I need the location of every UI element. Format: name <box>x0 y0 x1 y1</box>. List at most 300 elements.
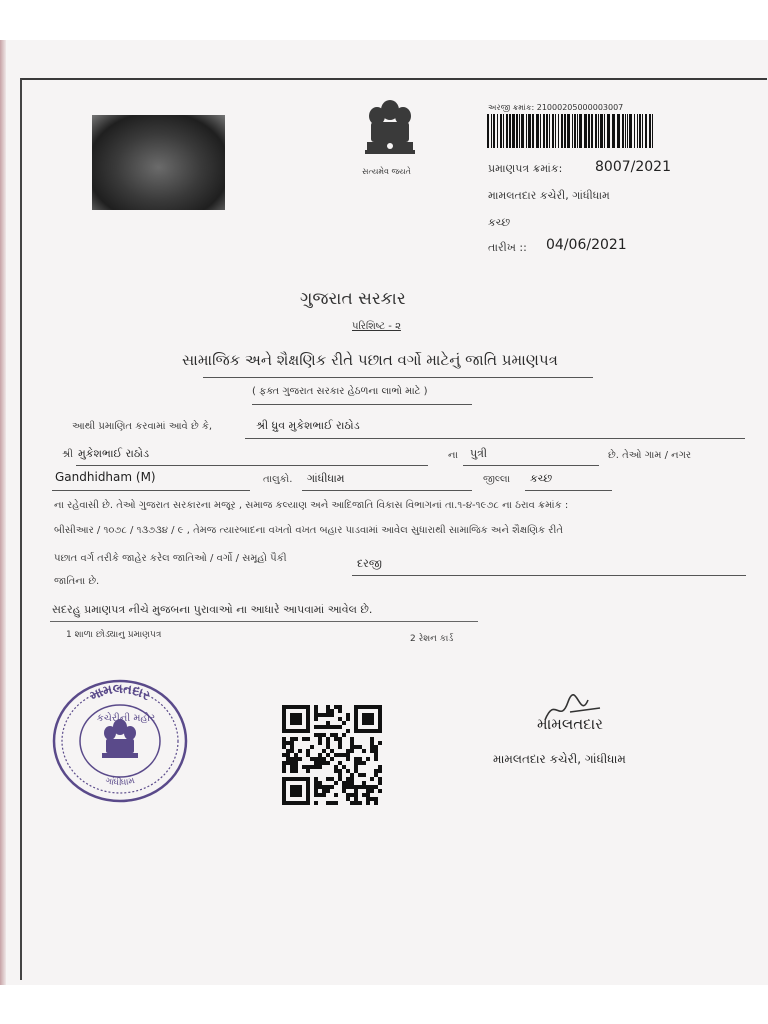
qr-module <box>350 749 354 753</box>
qr-module <box>322 789 326 793</box>
barcode-bar <box>645 114 647 148</box>
qr-module <box>326 761 330 765</box>
applicant-name: શ્રી ધ્રુવ મુકેશભાઈ રાઠોડ <box>256 419 360 432</box>
qr-module <box>294 777 298 781</box>
qr-module <box>302 737 306 741</box>
qr-module <box>338 741 342 745</box>
qr-module <box>378 729 382 733</box>
qr-module <box>358 773 362 777</box>
qr-module <box>326 725 330 729</box>
qr-module <box>306 793 310 797</box>
qr-module <box>282 769 286 773</box>
qr-module <box>282 781 286 785</box>
qr-module <box>306 709 310 713</box>
note-underline <box>252 404 472 405</box>
qr-module <box>334 725 338 729</box>
barcode-bar <box>493 114 495 148</box>
scan-margin-top <box>0 0 768 40</box>
fill-line <box>302 490 472 491</box>
barcode-bar <box>642 114 643 148</box>
qr-module <box>282 705 286 709</box>
barcode-bar <box>629 114 632 148</box>
qr-module <box>298 777 302 781</box>
qr-module <box>298 721 302 725</box>
qr-module <box>338 761 342 765</box>
qr-module <box>338 709 342 713</box>
qr-module <box>370 721 374 725</box>
seal-emblem-icon <box>102 719 138 758</box>
qr-module <box>282 785 286 789</box>
qr-module <box>334 705 338 709</box>
qr-module <box>306 789 310 793</box>
qr-module <box>314 733 318 737</box>
qr-module <box>346 757 350 761</box>
qr-module <box>318 793 322 797</box>
qr-module <box>338 717 342 721</box>
paragraph-line-3: પછાત વર્ગ તરીકે જાહેર કરેલ જાતિઓ / વર્ગો / સમૂહો પૈકી <box>54 553 287 564</box>
qr-module <box>326 741 330 745</box>
certificate-number-label: પ્રમાણપત્ર ક્રમાંક: <box>488 162 563 175</box>
na-word: ના <box>448 450 458 461</box>
qr-module <box>302 801 306 805</box>
fill-line <box>52 490 250 491</box>
barcode-bar <box>637 114 638 148</box>
qr-module <box>294 721 298 725</box>
qr-module <box>378 713 382 717</box>
qr-module <box>354 705 358 709</box>
qr-module <box>378 709 382 713</box>
qr-module <box>370 745 374 749</box>
qr-module <box>314 713 318 717</box>
qr-module <box>350 773 354 777</box>
qr-module <box>346 713 350 717</box>
qr-module <box>354 717 358 721</box>
barcode-bar <box>552 114 554 148</box>
qr-module <box>298 785 302 789</box>
qr-module <box>326 737 330 741</box>
qr-module <box>346 753 350 757</box>
qr-module <box>358 705 362 709</box>
qr-module <box>298 757 302 761</box>
qr-module <box>354 725 358 729</box>
qr-module <box>282 753 286 757</box>
qr-module <box>370 729 374 733</box>
qr-module <box>330 709 334 713</box>
qr-module <box>298 789 302 793</box>
qr-module <box>342 781 346 785</box>
qr-module <box>338 769 342 773</box>
qr-module <box>378 777 382 781</box>
government-title: ગુજરાત સરકાર <box>300 289 406 309</box>
barcode-bar <box>564 114 566 148</box>
qr-module <box>322 713 326 717</box>
qr-module <box>326 753 330 757</box>
qr-module <box>354 789 358 793</box>
qr-module <box>298 705 302 709</box>
certify-text: આથી પ્રમાણિત કરવામાં આવે છે કે, <box>72 421 213 432</box>
qr-module <box>318 737 322 741</box>
qr-module <box>314 725 318 729</box>
paragraph-line-2: બીસીઆર / ૧૦૭૮ / ૧૩૭૩૪ / ૯ , તેમજ ત્યારબાદના વખતો વખત બહાર પાડવામાં આવેલ સુધારાથી સામાજિક અને શૈક્ષણિક રીતે <box>54 525 563 536</box>
qr-module <box>318 733 322 737</box>
qr-module <box>326 789 330 793</box>
qr-module <box>330 733 334 737</box>
qr-module <box>334 769 338 773</box>
qr-module <box>290 745 294 749</box>
qr-module <box>322 749 326 753</box>
barcode-bar <box>612 114 615 148</box>
qr-module <box>346 769 350 773</box>
fill-line <box>76 465 428 466</box>
qr-module <box>306 749 310 753</box>
qr-module <box>366 721 370 725</box>
qr-module <box>366 785 370 789</box>
qr-module <box>306 737 310 741</box>
title-underline <box>203 377 593 378</box>
qr-module <box>370 749 374 753</box>
qr-module <box>290 785 294 789</box>
qr-module <box>294 769 298 773</box>
qr-module <box>314 761 318 765</box>
qr-module <box>334 753 338 757</box>
qr-module <box>378 705 382 709</box>
basis-underline <box>50 621 478 622</box>
qr-module <box>318 781 322 785</box>
qr-module <box>354 769 358 773</box>
qr-module <box>302 705 306 709</box>
qr-module <box>318 725 322 729</box>
qr-module <box>362 781 366 785</box>
barcode-bar <box>579 114 582 148</box>
qr-module <box>286 729 290 733</box>
barcode-bar <box>577 114 578 148</box>
qr-module <box>334 801 338 805</box>
barcode-bar <box>506 114 508 148</box>
barcode-bar <box>558 114 559 148</box>
qr-module <box>342 753 346 757</box>
ashoka-emblem-icon <box>355 92 425 162</box>
barcode-bar <box>572 114 573 148</box>
certificate-title: સામાજિક અને શૈક્ષણિક રીતે પછાત વર્ગો માટેનું જાતિ પ્રમાણપત્ર <box>182 351 558 369</box>
qr-module <box>322 785 326 789</box>
qr-module <box>338 777 342 781</box>
qr-module <box>306 785 310 789</box>
qr-module <box>310 745 314 749</box>
paragraph-line-1: ના રહેવાસી છે. તેઓ ગુજરાત સરકારના મજૂર , સમાજ કલ્યાણ અને આદિજાતિ વિકાસ વિભાગનાં તા.૧-૪-૧૯૭૮ ના ઠરાવ ક્રમાંક : <box>54 500 569 511</box>
qr-module <box>350 745 354 749</box>
qr-module <box>282 713 286 717</box>
qr-module <box>314 709 318 713</box>
barcode-bar <box>649 114 651 148</box>
qr-module <box>362 793 366 797</box>
barcode-bar <box>598 114 599 148</box>
qr-module <box>362 717 366 721</box>
barcode-bar <box>591 114 593 148</box>
qr-module <box>290 765 294 769</box>
qr-module <box>294 761 298 765</box>
evidence-item-2: 2 રેશન કાર્ડ <box>410 634 454 644</box>
qr-module <box>354 793 358 797</box>
qr-module <box>366 789 370 793</box>
qr-module <box>290 801 294 805</box>
qr-module <box>290 741 294 745</box>
barcode-bar <box>604 114 605 148</box>
qr-module <box>370 737 374 741</box>
qr-module <box>326 709 330 713</box>
qr-module <box>354 765 358 769</box>
qr-module <box>282 729 286 733</box>
qr-module <box>346 749 350 753</box>
qr-module <box>366 793 370 797</box>
qr-module <box>374 801 378 805</box>
qr-module <box>294 785 298 789</box>
barcode-bar <box>617 114 620 148</box>
qr-module <box>374 769 378 773</box>
qr-module <box>374 745 378 749</box>
qr-module <box>306 725 310 729</box>
parent-prefix: શ્રી <box>62 449 74 460</box>
barcode-bar <box>540 114 541 148</box>
qr-module <box>290 713 294 717</box>
qr-module <box>306 717 310 721</box>
qr-module <box>346 785 350 789</box>
barcode-bar <box>622 114 624 148</box>
qr-module <box>294 729 298 733</box>
qr-module <box>330 725 334 729</box>
taluka-label: તાલુકો. <box>263 474 293 485</box>
qr-module <box>298 717 302 721</box>
date-label: તારીખ :: <box>488 241 527 254</box>
barcode-bar <box>512 114 515 148</box>
qr-module <box>366 797 370 801</box>
qr-module <box>374 773 378 777</box>
qr-module <box>330 713 334 717</box>
barcode-bar <box>543 114 545 148</box>
qr-module <box>306 753 310 757</box>
barcode-bar <box>584 114 587 148</box>
barcode-bar <box>519 114 520 148</box>
district-label: જીલ્લા <box>483 474 511 485</box>
qr-module <box>354 721 358 725</box>
qr-code <box>280 705 384 805</box>
qr-module <box>322 793 326 797</box>
qr-module <box>330 801 334 805</box>
qr-module <box>318 753 322 757</box>
qr-module <box>362 773 366 777</box>
fill-line <box>352 575 746 576</box>
qr-module <box>326 721 330 725</box>
application-number: અરજી ક્રમાંક: 21000205000003007 <box>488 103 624 112</box>
qr-module <box>306 705 310 709</box>
qr-module <box>318 741 322 745</box>
qr-module <box>302 777 306 781</box>
qr-module <box>290 777 294 781</box>
qr-module <box>322 733 326 737</box>
qr-module <box>314 757 318 761</box>
taluka-name: ગાંધીધામ <box>307 472 345 485</box>
qr-module <box>338 725 342 729</box>
caste-name: દરજી <box>357 557 382 570</box>
qr-module <box>290 789 294 793</box>
qr-module <box>282 725 286 729</box>
barcode-bar <box>487 114 489 148</box>
qr-module <box>334 765 338 769</box>
qr-module <box>362 785 366 789</box>
qr-module <box>286 705 290 709</box>
barcode-bar <box>500 114 502 148</box>
qr-module <box>362 713 366 717</box>
barcode-bar <box>549 114 550 148</box>
qr-module <box>362 721 366 725</box>
barcode-bar <box>532 114 534 148</box>
qr-module <box>314 717 318 721</box>
qr-module <box>290 761 294 765</box>
qr-module <box>374 729 378 733</box>
qr-module <box>306 801 310 805</box>
qr-module <box>354 785 358 789</box>
qr-module <box>362 749 366 753</box>
qr-module <box>378 725 382 729</box>
qr-module <box>302 765 306 769</box>
qr-module <box>334 737 338 741</box>
qr-module <box>290 793 294 797</box>
qr-module <box>326 777 330 781</box>
qr-module <box>286 741 290 745</box>
header-district: કચ્છ <box>488 216 511 229</box>
qr-module <box>354 713 358 717</box>
usage-note: ( ફક્ત ગુજરાત સરકાર હેઠળના લાભો માટે ) <box>252 386 428 397</box>
qr-module <box>374 705 378 709</box>
qr-module <box>374 749 378 753</box>
qr-module <box>314 789 318 793</box>
qr-module <box>286 757 290 761</box>
qr-module <box>326 785 330 789</box>
qr-module <box>350 801 354 805</box>
qr-module <box>342 721 346 725</box>
qr-module <box>370 777 374 781</box>
barcode-bar <box>536 114 539 148</box>
office-seal <box>48 675 193 805</box>
fill-line <box>525 490 612 491</box>
barcode-bar <box>634 114 635 148</box>
qr-module <box>314 793 318 797</box>
qr-module <box>314 781 318 785</box>
qr-module <box>326 705 330 709</box>
qr-module <box>310 765 314 769</box>
qr-module <box>282 709 286 713</box>
qr-module <box>318 765 322 769</box>
qr-module <box>286 777 290 781</box>
qr-module <box>298 729 302 733</box>
qr-module <box>290 769 294 773</box>
qr-module <box>370 713 374 717</box>
qr-module <box>294 789 298 793</box>
qr-module <box>286 753 290 757</box>
qr-module <box>326 713 330 717</box>
qr-module <box>366 757 370 761</box>
qr-module <box>346 793 350 797</box>
qr-module <box>354 801 358 805</box>
signatory-office: મામલતદાર કચેરી, ગાંધીધામ <box>493 752 626 766</box>
qr-module <box>374 757 378 761</box>
barcode-bar <box>652 114 653 148</box>
qr-module <box>350 737 354 741</box>
qr-module <box>282 741 286 745</box>
qr-module <box>358 757 362 761</box>
village-name: Gandhidham (M) <box>55 470 156 484</box>
qr-module <box>350 777 354 781</box>
qr-module <box>366 729 370 733</box>
qr-module <box>354 709 358 713</box>
qr-module <box>318 713 322 717</box>
qr-module <box>282 721 286 725</box>
signatory-designation: મામલતદાર <box>537 715 603 733</box>
barcode-bar <box>546 114 548 148</box>
barcode-bar <box>561 114 563 148</box>
relation: પુત્રી <box>470 447 488 460</box>
barcode-bar <box>567 114 570 148</box>
seal-bottom-text: ગાંધીધામ <box>104 775 136 789</box>
barcode <box>487 114 657 148</box>
qr-module <box>366 705 370 709</box>
qr-module <box>358 801 362 805</box>
barcode-bar <box>625 114 626 148</box>
qr-module <box>314 785 318 789</box>
qr-module <box>318 785 322 789</box>
qr-module <box>290 749 294 753</box>
qr-module <box>330 757 334 761</box>
qr-module <box>330 777 334 781</box>
qr-module <box>306 777 310 781</box>
qr-module <box>378 769 382 773</box>
qr-module <box>330 749 334 753</box>
qr-module <box>362 705 366 709</box>
qr-module <box>378 741 382 745</box>
qr-module <box>298 713 302 717</box>
qr-module <box>298 801 302 805</box>
qr-module <box>282 761 286 765</box>
qr-module <box>306 769 310 773</box>
district-name: કચ્છ <box>530 472 553 485</box>
qr-module <box>350 785 354 789</box>
barcode-bar <box>607 114 610 148</box>
seal-middle-text: કચેરીની મહોર <box>96 713 156 724</box>
qr-module <box>306 721 310 725</box>
qr-module <box>282 797 286 801</box>
qr-module <box>358 785 362 789</box>
qr-module <box>282 789 286 793</box>
qr-module <box>378 717 382 721</box>
barcode-bar <box>509 114 511 148</box>
qr-module <box>282 745 286 749</box>
barcode-bar <box>521 114 524 148</box>
qr-module <box>330 785 334 789</box>
qr-module <box>370 785 374 789</box>
qr-module <box>366 717 370 721</box>
qr-module <box>310 757 314 761</box>
qr-module <box>370 789 374 793</box>
barcode-bar <box>503 114 504 148</box>
qr-module <box>374 797 378 801</box>
parent-name: મુકેશભાઈ રાઠોડ <box>78 447 150 460</box>
qr-module <box>306 765 310 769</box>
qr-module <box>346 729 350 733</box>
qr-module <box>290 757 294 761</box>
qr-module <box>370 741 374 745</box>
qr-module <box>290 721 294 725</box>
qr-module <box>286 761 290 765</box>
barcode-bar <box>528 114 531 148</box>
